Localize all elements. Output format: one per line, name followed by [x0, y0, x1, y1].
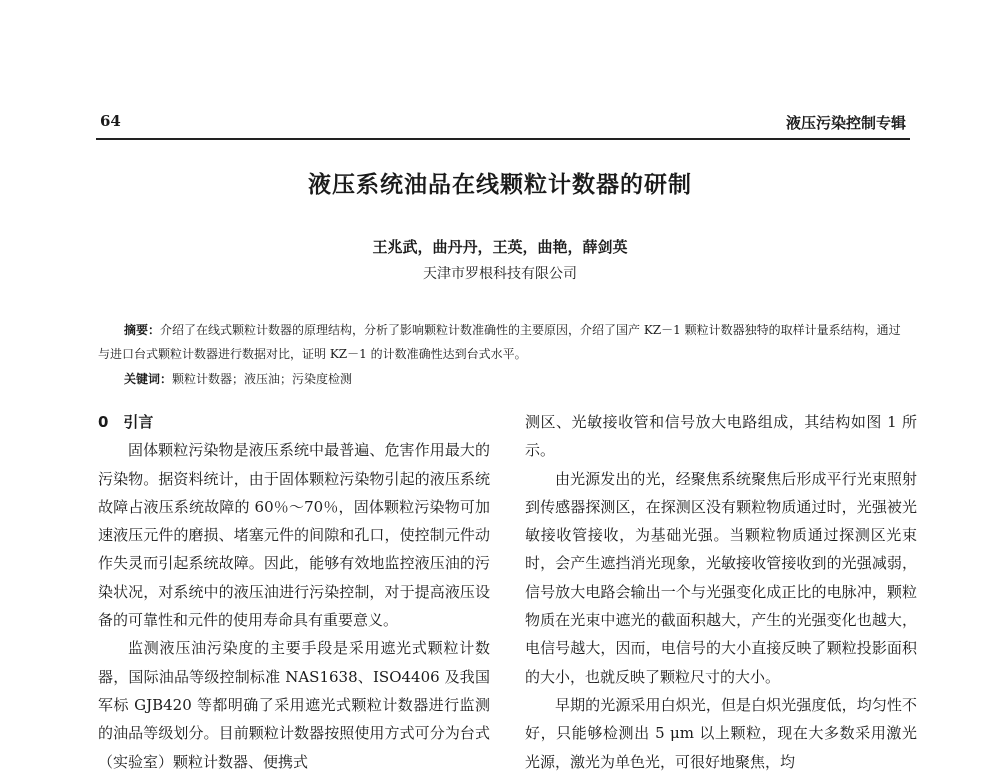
abstract: [98, 318, 910, 366]
paragraph: 由光源发出的光，经聚焦系统聚焦后形成平行光束照射到传感器探测区，在探测区没有颗粒物质通过时，光强被光敏接收管接收，为基础光强。当颗粒物质通过探测区光束时，会产生遮挡消光现象，光敏接收管接收到的光强减弱，信号放大电路会输出一个与光强变化成正比的电脉冲，颗粒物质在光束中遮光的截面积越大，产生的光强变化也越大，电信号越大，因而，电信号的大小直接反映了颗粒投影面积的大小，也就反映了颗粒尺寸的大小。: [525, 469, 917, 686]
author-list: 王兆武，曲丹丹，王英，曲艳，薛剑英: [372, 238, 628, 256]
abstract-text: 介绍了在线式颗粒计数器的原理结构，分析了影响颗粒计数准确性的主要原因，介绍了国产 KZ－1 颗粒计数器独特的取样计量系结构，通过与进口台式颗粒计数器进行数据对比，证明 KZ－1 的计数准确性达到台式水平。: [98, 323, 901, 361]
paragraph: 早期的光源采用白炽光，但是白炽光强度低，均匀性不好，只能够检测出 5 μm 以上颗粒，现在大多数采用激光光源，激光为单色光，可很好地聚焦，均: [525, 695, 917, 771]
page-number: 64: [100, 112, 121, 130]
affiliation: 天津市罗根科技有限公司: [423, 266, 577, 282]
left-column: [98, 408, 490, 776]
header-rule: [96, 138, 910, 140]
keywords-text: 颗粒计数器；液压油；污染度检测: [172, 372, 353, 386]
keywords: [124, 368, 904, 390]
section-heading: 0 引言: [98, 413, 154, 431]
paragraph: 监测液压油污染度的主要手段是采用遮光式颗粒计数器，国际油品等级控制标准 NAS1638、ISO4406 及我国军标 GJB420 等都明确了采用遮光式颗粒计数器进行监测的油品等级划分。目前颗粒计数器按照使用方式可分为台式（实验室）颗粒计数器、便携式: [98, 639, 490, 771]
right-column: [525, 408, 917, 776]
keywords-label: 关键词：: [124, 372, 173, 386]
paper-title: 液压系统油品在线颗粒计数器的研制: [308, 172, 692, 198]
abstract-label: 摘要：: [124, 323, 161, 337]
paragraph: 测区、光敏接收管和信号放大电路组成，其结构如图 1 所示。: [525, 413, 917, 460]
journal-name: 液压污染控制专辑: [785, 114, 906, 132]
paragraph: 固体颗粒污染物是液压系统中最普遍、危害作用最大的污染物。据资料统计，由于固体颗粒污染物引起的液压系统故障占液压系统故障的 60％～70％，固体颗粒污染物可加速液压元件的磨损、堵塞元件的间隙和孔口，使控制元件动作失灵而引起系统故障。因此，能够有效地监控液压油的污染状况，对系统中的液压油进行污染控制，对于提高液压设备的可靠性和元件的使用寿命具有重要意义。: [98, 441, 490, 630]
running-header: [100, 112, 906, 136]
